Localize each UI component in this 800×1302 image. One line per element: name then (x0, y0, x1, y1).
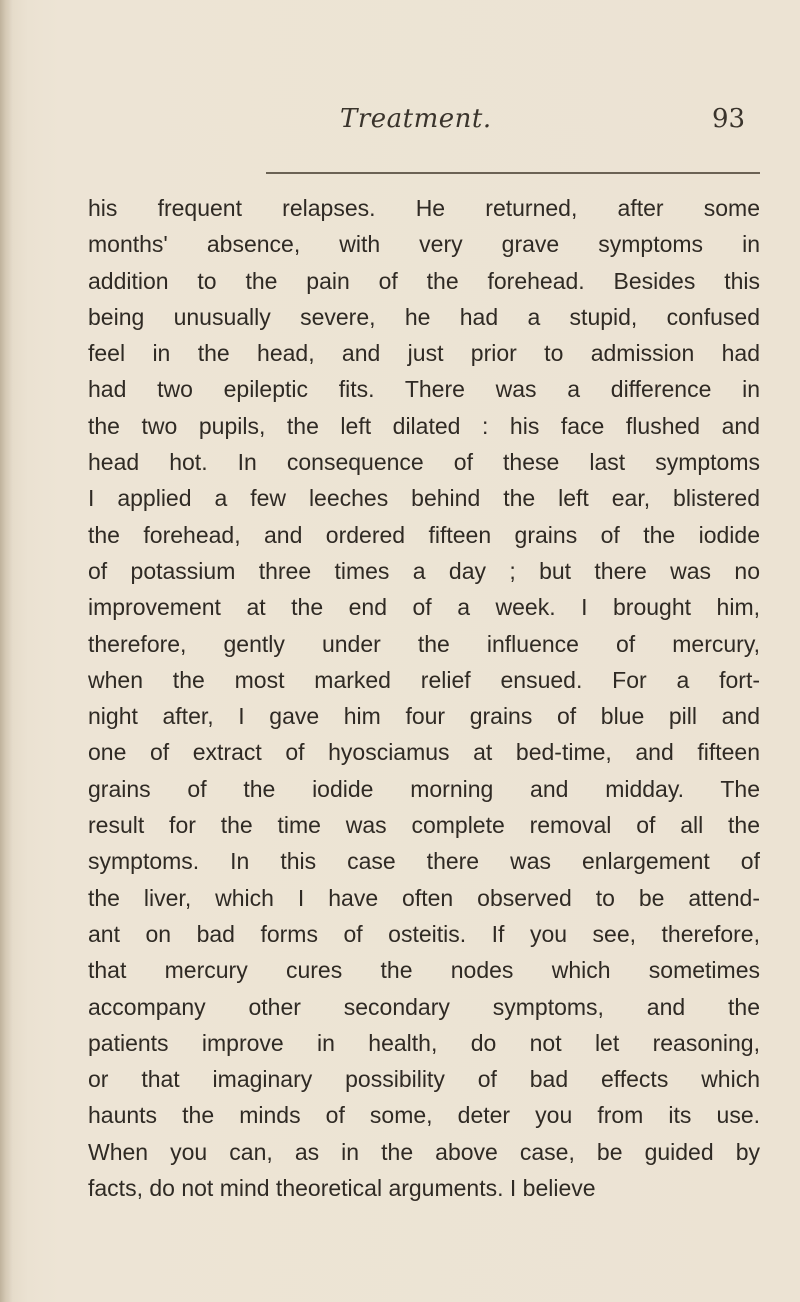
running-head (0, 104, 800, 144)
text-line: when the most marked relief ensued. For a fort- (88, 666, 760, 693)
text-line: therefore, gently under the influence of mercury, (88, 630, 760, 657)
text-line: the two pupils, the left dilated : his face flushed and (88, 412, 760, 439)
text-line: being unusually severe, he had a stupid, confused (88, 303, 760, 330)
text-line: When you can, as in the above case, be guided by (88, 1138, 760, 1165)
text-line: result for the time was complete removal of all the (88, 812, 760, 839)
text-line: months' absence, with very grave symptoms in (88, 231, 760, 258)
text-line: addition to the pain of the forehead. Besides this (88, 267, 760, 294)
text-line: ant on bad forms of osteitis. If you see, therefore, (88, 920, 760, 947)
page-number: 93 (712, 104, 746, 134)
text-line: of potassium three times a day ; but there was no (88, 557, 760, 584)
header-rule (266, 172, 760, 174)
text-line: or that imaginary possibility of bad effects which (88, 1066, 760, 1093)
text-line: grains of the iodide morning and midday. The (88, 775, 760, 802)
text-line: head hot. In consequence of these last symptoms (88, 449, 760, 476)
text-line: the liver, which I have often observed to be attend- (88, 884, 760, 911)
text-line: haunts the minds of some, deter you from its use. (88, 1102, 760, 1129)
text-line: his frequent relapses. He returned, after some (88, 195, 760, 221)
text-line: the forehead, and ordered fifteen grains of the iodide (88, 521, 760, 548)
text-line: night after, I gave him four grains of blue pill and (88, 703, 760, 730)
body-text (88, 190, 760, 1206)
text-line: had two epileptic fits. There was a difference in (88, 376, 760, 403)
text-line: symptoms. In this case there was enlargement of (88, 848, 760, 875)
text-line: I applied a few leeches behind the left ear, blistered (88, 485, 760, 512)
text-line: improvement at the end of a week. I brought him, (88, 594, 760, 621)
text-line: one of extract of hyosciamus at bed-time, and fifteen (88, 739, 760, 766)
text-line: feel in the head, and just prior to admission had (88, 340, 760, 367)
binding-gutter (0, 0, 12, 1302)
running-head-title: Treatment. (340, 104, 492, 134)
text-line: patients improve in health, do not let reasoning, (88, 1029, 760, 1056)
text-line: accompany other secondary symptoms, and the (88, 993, 760, 1020)
text-line: that mercury cures the nodes which sometimes (88, 957, 760, 984)
text-line: facts, do not mind theoretical arguments. I believe (88, 1175, 596, 1202)
